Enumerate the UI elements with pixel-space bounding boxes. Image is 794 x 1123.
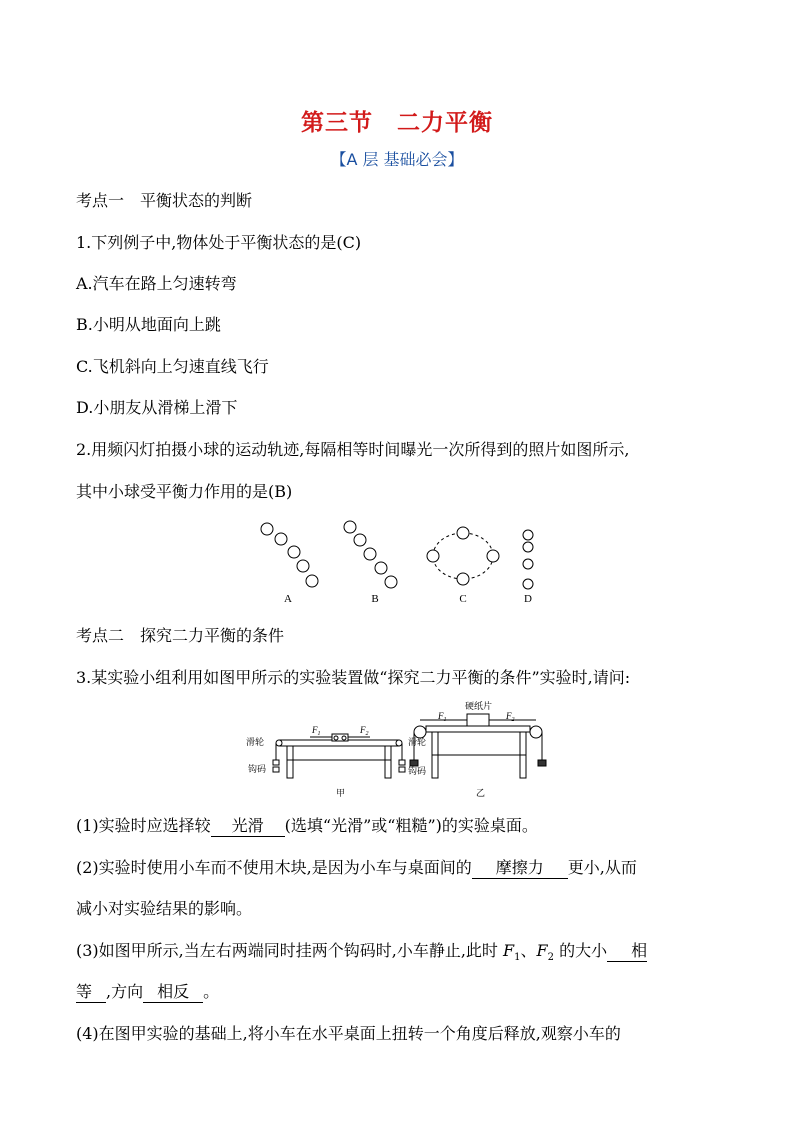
section-heading-2: 考点二 探究二力平衡的条件 [76, 626, 285, 645]
p3-f2-symbol: F [536, 941, 548, 960]
label-card: 硬纸片 [465, 701, 493, 711]
fig-label-b: B [371, 593, 379, 605]
p3-answer-1-part-1: 相 [607, 941, 647, 962]
question-1-option-a: A.汽车在路上匀速转弯 [76, 274, 237, 293]
fig-label-c: C [459, 593, 467, 605]
ball-c-3 [457, 573, 469, 585]
ball-trajectory-figure [250, 516, 550, 606]
p3-f1-subscript: 1 [514, 952, 521, 964]
label-weight-right: 钩码 [408, 766, 427, 776]
caption-a: 甲 [336, 788, 346, 798]
ball-b-1 [344, 521, 356, 533]
section-heading-1: 考点一 平衡状态的判断 [76, 191, 253, 210]
p1-prefix: (1)实验时应选择较 [76, 816, 211, 835]
ball-d-4 [523, 579, 533, 589]
ball-c-path [433, 533, 493, 579]
label-weight-left: 钩码 [248, 764, 267, 774]
p3-end: 。 [203, 982, 220, 1001]
ball-d-3 [523, 559, 533, 569]
table-b-top [426, 726, 530, 732]
ball-d-2 [523, 542, 533, 552]
ball-c-2 [487, 550, 499, 562]
ball-a-3 [288, 546, 300, 558]
p3-size-text: 的大小 [554, 941, 608, 960]
label-f1-b: $F_1$ [438, 711, 447, 723]
fig-label-d: D [524, 593, 532, 605]
label-f1-a: $F_1$ [312, 725, 321, 737]
ball-b-4 [375, 562, 387, 574]
question-3-part-1 [76, 815, 538, 837]
ball-a-5 [306, 575, 318, 587]
question-3-part-3-line-2 [76, 981, 219, 1003]
apparatus-figure [240, 700, 550, 800]
table-a-leg-left [287, 746, 293, 778]
question-3-part-4: (4)在图甲实验的基础上,将小车在水平桌面上扭转一个角度后释放,观察小车的 [76, 1024, 621, 1043]
p1-answer: 光滑 [211, 816, 285, 837]
ball-a-2 [275, 533, 287, 545]
weight-b-right [538, 760, 546, 766]
p1-suffix: (选填“光滑”或“粗糙”)的实验桌面。 [284, 816, 538, 835]
question-3-stem: 3.某实验小组利用如图甲所示的实验装置做“探究二力平衡的条件”实验时,请问: [76, 668, 631, 687]
ball-b-2 [354, 534, 366, 546]
pulley-b-right [530, 726, 542, 738]
ball-a-4 [297, 560, 309, 572]
ball-c-4 [427, 550, 439, 562]
ball-b-3 [364, 548, 376, 560]
weight-a-right-1 [399, 760, 405, 765]
card [467, 714, 489, 726]
question-1-option-d: D.小朋友从滑梯上滑下 [76, 398, 238, 417]
p3-f1-symbol: F [503, 941, 515, 960]
page-title: 第三节 二力平衡 [301, 110, 493, 136]
ball-a-1 [261, 523, 273, 535]
question-3-part-3 [76, 940, 647, 969]
fig-label-a: A [284, 593, 292, 605]
question-3-part-2-line-2: 减小对实验结果的影响。 [76, 899, 253, 918]
level-subtitle: 【A 层 基础必会】 [330, 150, 464, 169]
p3-prefix: (3)如图甲所示,当左右两端同时挂两个钩码时,小车静止,此时 [76, 941, 504, 960]
question-1-option-c: C.飞机斜向上匀速直线飞行 [76, 357, 269, 376]
label-pulley-right: 滑轮 [408, 737, 427, 747]
ball-c-1 [457, 527, 469, 539]
weight-a-right-2 [399, 767, 405, 772]
question-3-part-2 [76, 857, 637, 879]
p3-answer-2: 相反 [143, 982, 203, 1003]
question-1-option-b: B.小明从地面向上跳 [76, 315, 221, 334]
ball-d-1 [523, 530, 533, 540]
question-2-stem-line-2: 其中小球受平衡力作用的是(B) [76, 482, 293, 501]
weight-a-left-1 [273, 760, 279, 765]
pulley-a-left [276, 740, 282, 746]
p2-answer: 摩擦力 [472, 858, 568, 879]
p2-suffix: 更小,从而 [567, 858, 637, 877]
p3-f2-subscript: 2 [547, 952, 554, 964]
p3-direction-text: ,方向 [106, 982, 144, 1001]
label-f2-b: $F_2$ [506, 711, 515, 723]
question-1-stem: 1.下列例子中,物体处于平衡状态的是(C) [76, 233, 362, 252]
weight-a-left-2 [273, 767, 279, 772]
caption-b: 乙 [476, 788, 486, 798]
label-f2-a: $F_2$ [360, 725, 369, 737]
question-2-stem-line-1: 2.用频闪灯拍摄小球的运动轨迹,每隔相等时间曝光一次所得到的照片如图所示, [76, 440, 630, 459]
label-pulley-left: 滑轮 [246, 737, 265, 747]
table-a-leg-right [385, 746, 391, 778]
p3-separator: 、 [520, 941, 537, 960]
p2-prefix: (2)实验时使用小车而不使用木块,是因为小车与桌面间的 [76, 858, 472, 877]
pulley-a-right [396, 740, 402, 746]
p3-answer-1-part-2: 等 [76, 982, 106, 1003]
ball-b-5 [385, 576, 397, 588]
